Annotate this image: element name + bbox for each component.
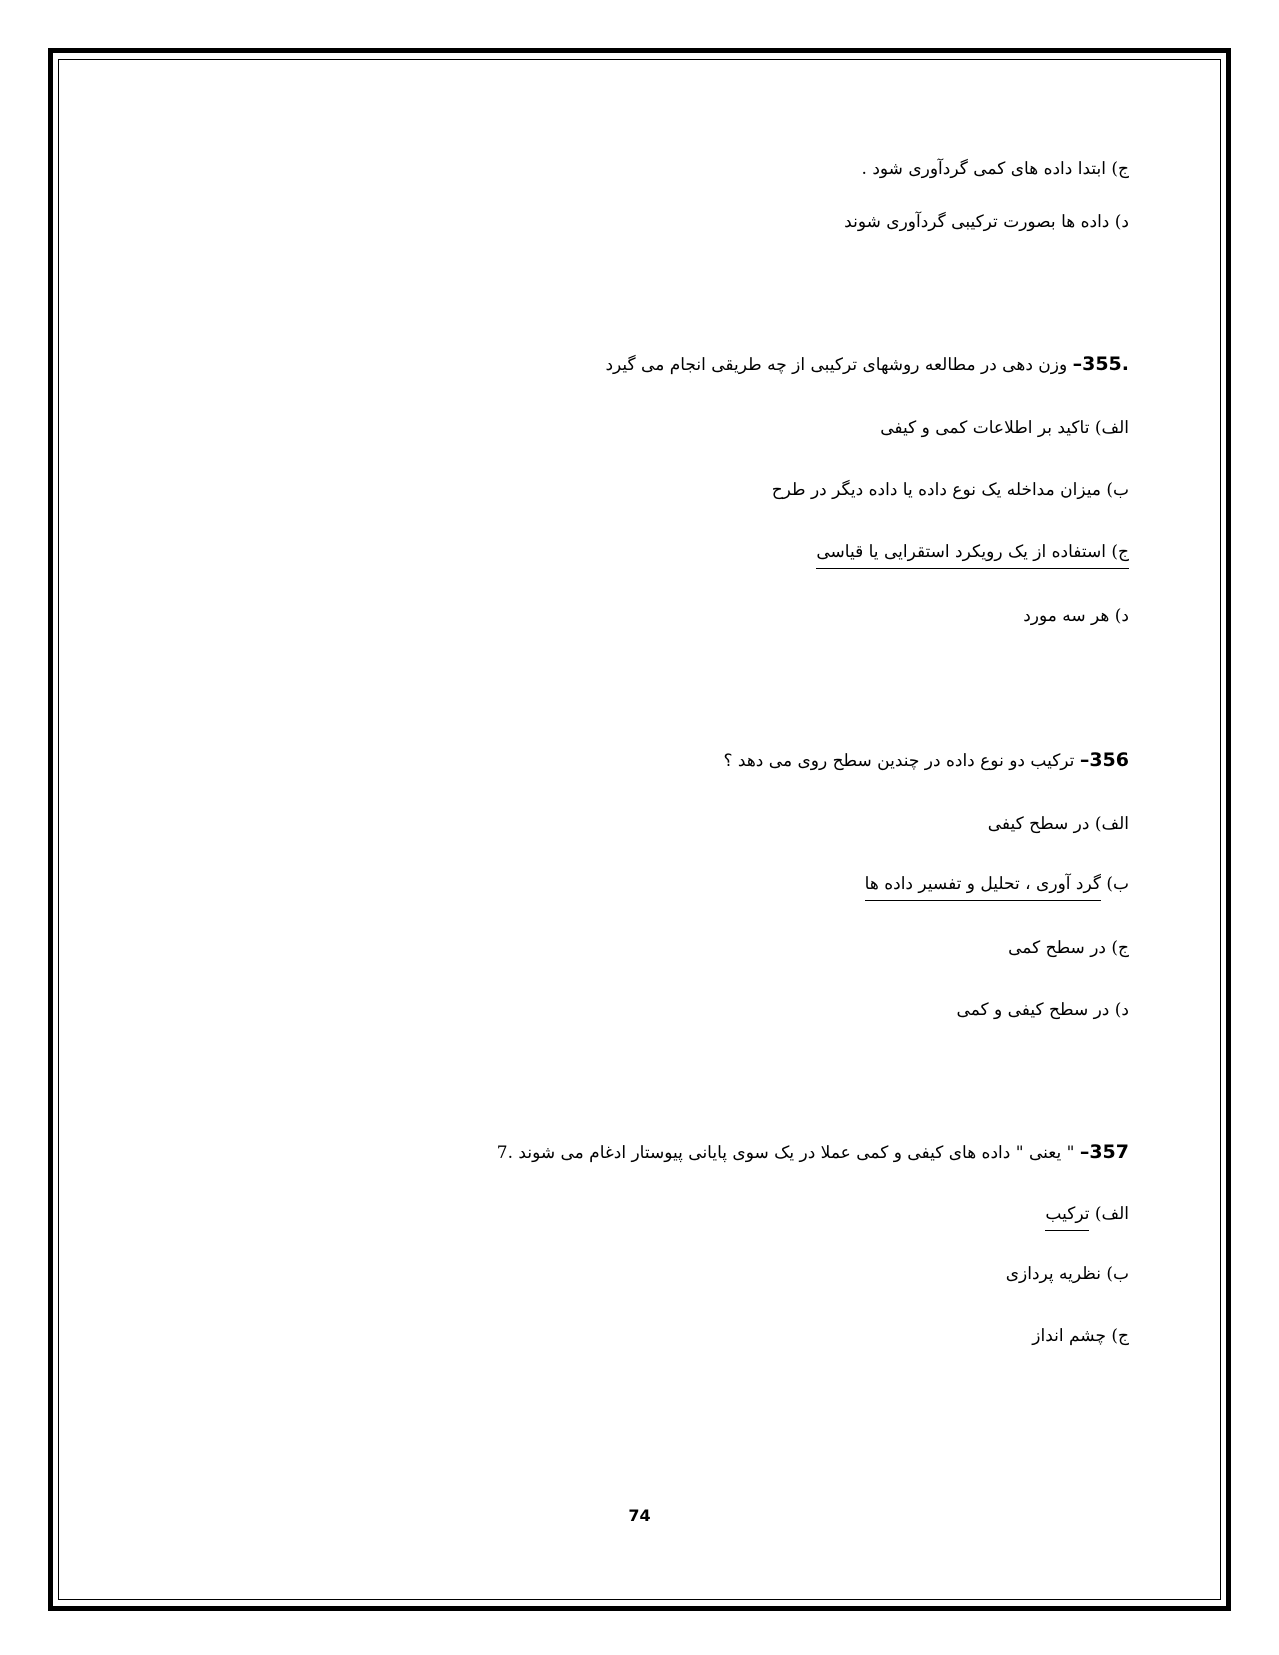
q356-option-d: [957, 998, 1129, 1022]
option-text: استفاده از یک رویکرد استقرایی یا قیاسی: [816, 542, 1106, 562]
option-text: در سطح کیفی: [987, 814, 1090, 834]
option-d-prev: [844, 210, 1129, 234]
q357-option-a-answer: [1045, 1202, 1129, 1231]
underlined-answer: [865, 872, 1101, 901]
question-356: [723, 748, 1129, 773]
option-label: د): [1114, 606, 1129, 626]
option-text: ابتدا داده های کمی گردآوری شود .: [861, 159, 1106, 179]
option-label: ج): [1111, 159, 1129, 179]
option-label: الف): [1094, 1204, 1129, 1224]
option-text: تاکید بر اطلاعات کمی و کیفی: [880, 418, 1090, 438]
option-label: ب): [1106, 480, 1129, 500]
question-text: " یعنی " داده های کیفی و کمی عملا در یک سوی پایانی پیوستار ادغام می شوند .7: [496, 1143, 1075, 1163]
option-label: الف): [1094, 418, 1129, 438]
option-text: میزان مداخله یک نوع داده یا داده دیگر در طرح: [771, 480, 1101, 500]
question-number: 357–: [1079, 1141, 1129, 1163]
question-text: ترکیب دو نوع داده در چندین سطح روی می دهد ؟: [723, 751, 1075, 771]
q355-option-b: [772, 478, 1129, 502]
question-number: .355–: [1072, 353, 1129, 375]
q356-option-b-answer: [865, 872, 1129, 901]
option-label: ج): [1111, 938, 1129, 958]
option-text: در سطح کمی: [1008, 938, 1106, 958]
option-label: ب): [1106, 874, 1129, 894]
q356-option-a: [988, 812, 1129, 836]
option-label: د): [1114, 1000, 1129, 1020]
q357-option-b: [1006, 1262, 1129, 1286]
option-label: ب): [1106, 1264, 1129, 1284]
question-357: [497, 1140, 1129, 1165]
option-text: گرد آوری ، تحلیل و تفسیر داده ها: [864, 874, 1101, 894]
question-number: 356–: [1079, 749, 1129, 771]
underlined-answer: [1045, 1202, 1089, 1231]
option-label: الف): [1094, 814, 1129, 834]
option-label: د): [1114, 212, 1129, 232]
q355-option-a: [880, 416, 1129, 440]
question-355: [605, 352, 1129, 377]
option-c-prev: [862, 157, 1129, 181]
option-text: در سطح کیفی و کمی: [956, 1000, 1110, 1020]
q356-option-c: [1008, 936, 1129, 960]
q355-option-d: [1023, 604, 1129, 628]
option-text: ترکیب: [1045, 1204, 1090, 1224]
underlined-answer: [816, 540, 1129, 569]
option-text: چشم انداز: [1032, 1326, 1106, 1346]
option-text: داده ها بصورت ترکیبی گردآوری شوند: [844, 212, 1110, 232]
q357-option-c: [1032, 1324, 1129, 1348]
q355-option-c-answer: [816, 540, 1129, 569]
question-text: وزن دهی در مطالعه روشهای ترکیبی از چه طریقی انجام می گیرد: [605, 355, 1068, 375]
option-label: ج): [1111, 542, 1129, 562]
option-text: هر سه مورد: [1023, 606, 1110, 626]
option-label: ج): [1111, 1326, 1129, 1346]
page-number: 74: [628, 1506, 651, 1525]
option-text: نظریه پردازی: [1005, 1264, 1101, 1284]
